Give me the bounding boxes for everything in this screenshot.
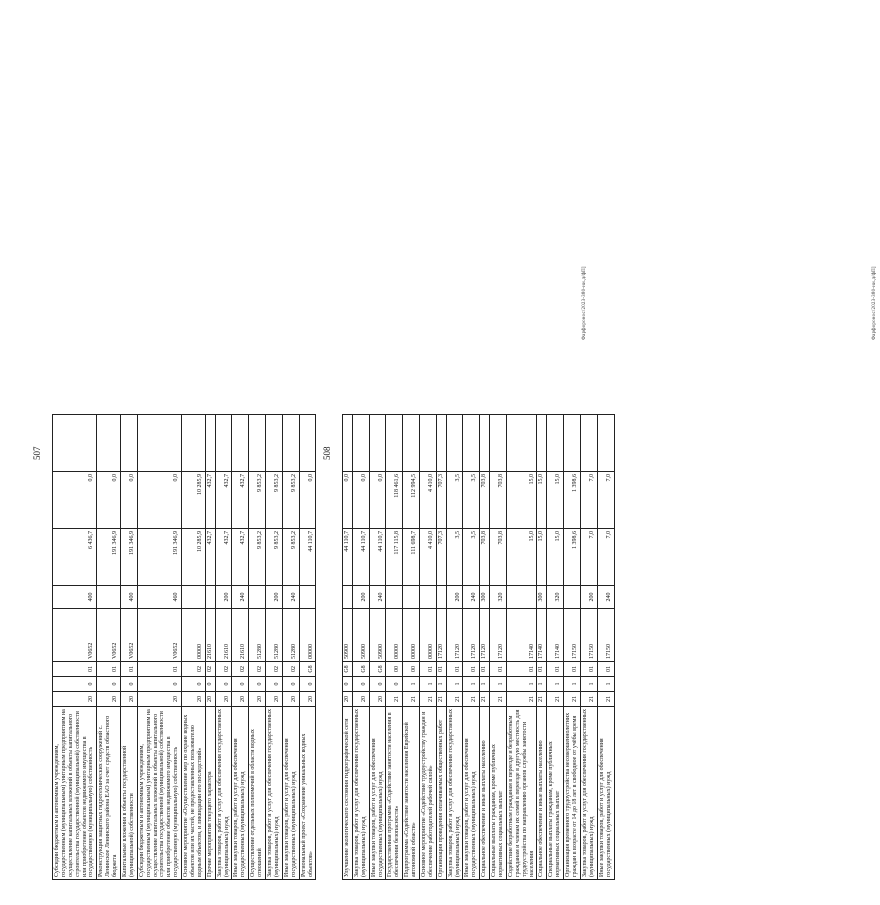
table-row [369,415,386,880]
row-sum-2024: 10 285,9 [182,529,206,586]
row-sum-2024: 44 110,7 [352,529,369,586]
row-sum-2024: 9 853,2 [282,529,299,586]
table-row [282,415,299,880]
table-row [506,415,537,880]
row-sum-2025: 1 398,6 [564,472,581,529]
row-sum-2025: 15,0 [547,472,564,529]
row-sum-2024: 111 698,7 [403,529,420,586]
row-csr-code: 17140 [537,609,547,662]
row-name: Реконструкция защитных гидротехнических сооружений с. Ленинское Ленинского района ЕАО за счет средств областного бюджета [97,707,121,880]
row-csr-code: 00000 [403,609,420,662]
row-name: Закупка товаров, работ и услуг для обеспечения государственных (муниципальных) нужд [580,707,597,880]
row-csr-code: V0652 [53,609,97,662]
row-name: Иные закупки товаров, работ и услуг для обеспечения государственных (муниципальных) нужд [282,707,299,880]
row-rz-code: 0 [215,677,232,692]
row-sum-2026 [597,415,614,472]
row-pr-code: 01 [463,662,480,677]
row-sum-2024: 703,8 [490,529,507,586]
row-sum-2026 [282,415,299,472]
row-sum-2026 [232,415,249,472]
page-footer: Фарфоронос/2023-380-ни.д/фП] [872,266,877,340]
row-sum-2026 [352,415,369,472]
table-row [386,415,403,880]
row-csr-code: 21610 [215,609,232,662]
row-pr-code: 01 [446,662,463,677]
row-csr-code: 17120 [436,609,446,662]
row-gr-code: 21 [580,692,597,707]
row-vr-code: 240 [232,586,249,609]
row-gr-code: 21 [547,692,564,707]
row-name: Иные закупки товаров, работ и услуг для обеспечения государственных (муниципальных) нужд [232,707,249,880]
row-gr-code: 20 [352,692,369,707]
row-csr-code: 17140 [547,609,564,662]
row-name: Специальные выплаты гражданам, кроме публичных нормативных социальных выплат [547,707,564,880]
row-csr-code: 17150 [564,609,581,662]
row-sum-2024: 3,5 [463,529,480,586]
row-rz-code: 1 [480,677,490,692]
page-508 [320,266,880,880]
row-sum-2024: 44 110,7 [369,529,386,586]
row-name: Иные закупки товаров, работ и услуг для обеспечения государственных (муниципальных) нужд [463,707,480,880]
row-sum-2025: 703,8 [490,472,507,529]
row-sum-2025: 118 461,6 [386,472,403,529]
budget-table-left [52,414,316,880]
row-name: Организация временного трудоустройства несовершеннолетних граждан в возрасте от 14 до 18 лет в свободное от учёбы время [564,707,581,880]
table-row [215,415,232,880]
row-gr-code: 21 [490,692,507,707]
row-pr-code: 01 [564,662,581,677]
row-gr-code: 20 [137,692,181,707]
row-sum-2025: 9 853,2 [249,472,266,529]
budget-table-right [342,414,615,880]
row-vr-code [386,586,403,609]
row-gr-code: 20 [121,692,138,707]
row-csr-code: 50900 [352,609,369,662]
row-pr-code: 02 [215,662,232,677]
row-name: Социальное обеспечение и иные выплаты населению [480,707,490,880]
row-csr-code: 00000 [386,609,403,662]
page-number: 507 [32,446,42,460]
row-csr-code: 51280 [249,609,266,662]
table-row [580,415,597,880]
row-sum-2025: 0,0 [53,472,97,529]
row-sum-2024: 191 346,9 [97,529,121,586]
row-sum-2025: 9 853,2 [282,472,299,529]
row-csr-code: 51280 [266,609,283,662]
row-pr-code: 01 [121,662,138,677]
row-rz-code: 0 [343,677,353,692]
row-name: Закупка товаров, работ и услуг для обеспечения государственных (муниципальных) нужд [352,707,369,880]
row-sum-2025: 4 410,0 [420,472,437,529]
row-sum-2025: 3,5 [446,472,463,529]
row-sum-2025: 9 853,2 [266,472,283,529]
row-sum-2024: 44 110,7 [343,529,353,586]
row-rz-code: 0 [182,677,206,692]
row-name: Подпрограмма «Содействие занятости населения Еврейской автономной области» [403,707,420,880]
row-csr-code: 17120 [480,609,490,662]
row-csr-code: 17120 [446,609,463,662]
row-csr-code: 50900 [343,609,353,662]
row-sum-2025: 7,0 [597,472,614,529]
row-rz-code: 0 [369,677,386,692]
row-sum-2026 [547,415,564,472]
row-sum-2025: 0,0 [121,472,138,529]
row-pr-code: 01 [506,662,537,677]
row-sum-2024: 191 346,9 [121,529,138,586]
row-csr-code: V0652 [137,609,181,662]
row-rz-code: 1 [420,677,437,692]
row-name: Государственная программа «Содействие занятости населения в обеспечении безопасности» [386,707,403,880]
row-csr-code: 17150 [597,609,614,662]
row-name: Улучшение экологического состояния гидрографической сети [343,707,353,880]
row-name: Основное мероприятие «Осуществление мер по охране водных объектов или их частей, не предоставленных пользователю водным объектом, и ликвидации его последствий» [182,707,206,880]
row-vr-code: 460 [137,586,181,609]
row-vr-code [420,586,437,609]
row-gr-code: 21 [463,692,480,707]
row-sum-2025: 432,7 [232,472,249,529]
row-pr-code: G8 [343,662,353,677]
row-gr-code: 21 [597,692,614,707]
row-rz-code: 0 [386,677,403,692]
row-vr-code [249,586,266,609]
table-row [436,415,446,880]
row-vr-code: 240 [369,586,386,609]
row-sum-2024: 15,0 [537,529,547,586]
row-pr-code: 01 [436,662,446,677]
row-rz-code: 0 [121,677,138,692]
row-csr-code: 17150 [580,609,597,662]
row-sum-2026 [299,415,316,472]
row-name: Закупка товаров, работ и услуг для обеспечения государственных (муниципальных) нужд [446,707,463,880]
row-gr-code: 21 [564,692,581,707]
row-sum-2025: 7,0 [580,472,597,529]
row-pr-code: G8 [352,662,369,677]
row-vr-code: 200 [215,586,232,609]
row-pr-code: G8 [299,662,316,677]
row-sum-2026 [436,415,446,472]
table-row [352,415,369,880]
row-sum-2024: 9 853,2 [249,529,266,586]
row-pr-code: 01 [490,662,507,677]
row-name: Осуществление отдельных полномочий в области водных отношений [249,707,266,880]
row-sum-2024: 4 410,0 [420,529,437,586]
row-sum-2024: 191 346,9 [137,529,181,586]
row-vr-code: 200 [446,586,463,609]
row-sum-2025: 0,0 [369,472,386,529]
row-pr-code: 01 [137,662,181,677]
row-vr-code: 320 [547,586,564,609]
row-vr-code: 400 [53,586,97,609]
row-rz-code: 1 [564,677,581,692]
row-name: Организация проведения оплачиваемых общественных работ [436,707,446,880]
row-rz-code: 1 [580,677,597,692]
row-gr-code: 21 [436,692,446,707]
row-rz-code: 0 [282,677,299,692]
row-gr-code: 20 [266,692,283,707]
row-gr-code: 21 [506,692,537,707]
table-row [53,415,97,880]
row-name: Иные закупки товаров, работ и услуг для обеспечения государственных (муниципальных) нужд [369,707,386,880]
row-csr-code: 17120 [463,609,480,662]
row-vr-code: 240 [597,586,614,609]
row-vr-code [205,586,215,609]
row-sum-2026 [446,415,463,472]
row-gr-code: 20 [232,692,249,707]
row-sum-2024: 7,0 [597,529,614,586]
row-pr-code: 00 [403,662,420,677]
row-rz-code: 1 [463,677,480,692]
row-csr-code: 51280 [282,609,299,662]
row-name: Основное мероприятие «Содействие трудоустройству граждан и обеспечение работодателей рабочей силой» [420,707,437,880]
row-sum-2025: 10 285,9 [182,472,206,529]
row-vr-code: 320 [490,586,507,609]
row-rz-code: 1 [490,677,507,692]
row-sum-2026 [121,415,138,472]
table-row [446,415,463,880]
row-name: Прочие мероприятия текущего характера [205,707,215,880]
row-vr-code [97,586,121,609]
row-sum-2026 [564,415,581,472]
row-gr-code: 20 [53,692,97,707]
row-sum-2024: 1 398,6 [564,529,581,586]
row-csr-code: 00000 [299,609,316,662]
row-pr-code: 01 [597,662,614,677]
row-sum-2024: 15,0 [547,529,564,586]
row-name: Региональный проект «Сохранение уникальных водных объектов» [299,707,316,880]
row-csr-code: 21610 [232,609,249,662]
row-sum-2024: 7,0 [580,529,597,586]
row-sum-2026 [137,415,181,472]
row-csr-code: 17120 [490,609,507,662]
row-gr-code: 20 [369,692,386,707]
row-sum-2025: 0,0 [299,472,316,529]
row-rz-code: 0 [299,677,316,692]
row-sum-2026 [420,415,437,472]
row-name: Закупка товаров, работ и услуг для обеспечения государственных (муниципальных) нужд [215,707,232,880]
table-row [249,415,266,880]
row-csr-code: V0652 [121,609,138,662]
row-rz-code: 1 [597,677,614,692]
row-rz-code: 0 [232,677,249,692]
row-sum-2026 [266,415,283,472]
table-row [205,415,215,880]
row-rz-code: 0 [205,677,215,692]
page-number: 508 [322,446,332,460]
row-pr-code: 02 [249,662,266,677]
row-rz-code: 1 [403,677,420,692]
row-sum-2026 [490,415,507,472]
row-vr-code: 300 [480,586,490,609]
row-sum-2024: 117 115,8 [386,529,403,586]
row-vr-code [403,586,420,609]
row-pr-code: 02 [182,662,206,677]
row-rz-code: 0 [137,677,181,692]
row-sum-2024: 432,7 [205,529,215,586]
row-sum-2025: 0,0 [97,472,121,529]
row-name: Капитальные вложения в объекты государственной (муниципальной) собственности [121,707,138,880]
row-sum-2024: 707,3 [436,529,446,586]
row-sum-2025: 15,0 [506,472,537,529]
table-row [480,415,490,880]
page-footer: Фарфоронос/2023-380-ни.д/фП] [582,266,587,340]
table-row [137,415,181,880]
row-gr-code: 20 [215,692,232,707]
row-sum-2024: 3,5 [446,529,463,586]
table-row [121,415,138,880]
row-pr-code: G8 [369,662,386,677]
table-row [490,415,507,880]
row-vr-code: 240 [463,586,480,609]
row-pr-code: 01 [537,662,547,677]
row-gr-code: 20 [282,692,299,707]
row-csr-code: 50900 [369,609,386,662]
row-csr-code: V0652 [97,609,121,662]
table-row [232,415,249,880]
row-name: Субсидии бюджетным и автономным учреждениям, государственным (муниципальным) унитарным предприятиям на осуществление капитальных вложений в объекты капитального строительства государственной (муниципальной) собственности или приобретение объектов недвижимого имущества в государственную (муниципальную) собственность [53,707,97,880]
row-sum-2026 [53,415,97,472]
row-vr-code: 300 [537,586,547,609]
row-sum-2025: 0,0 [343,472,353,529]
row-gr-code: 20 [182,692,206,707]
row-sum-2024: 44 110,7 [299,529,316,586]
row-name: Иные закупки товаров, работ и услуг для обеспечения государственных (муниципальных) нужд [597,707,614,880]
row-pr-code: 01 [547,662,564,677]
row-sum-2024: 432,7 [232,529,249,586]
row-csr-code: 00000 [182,609,206,662]
row-pr-code: 02 [282,662,299,677]
row-sum-2025: 3,5 [463,472,480,529]
row-pr-code: 01 [53,662,97,677]
row-gr-code: 20 [205,692,215,707]
row-rz-code: 0 [249,677,266,692]
table-row [266,415,283,880]
row-name: Содействие безработным гражданам в переезде и безработным гражданам и членам их семей в переезде в другую местность для трудоустройства по направлению органов службы занятости населения [506,707,537,880]
row-sum-2026 [386,415,403,472]
row-pr-code: 02 [266,662,283,677]
row-rz-code: 1 [436,677,446,692]
table-row [343,415,353,880]
row-pr-code: 00 [386,662,403,677]
table-row [597,415,614,880]
row-vr-code: 400 [121,586,138,609]
row-rz-code: 1 [547,677,564,692]
row-sum-2024: 9 853,2 [266,529,283,586]
row-sum-2025: 432,7 [215,472,232,529]
table-row [403,415,420,880]
row-vr-code [343,586,353,609]
row-sum-2026 [343,415,353,472]
row-sum-2026 [97,415,121,472]
table-row [564,415,581,880]
row-sum-2026 [249,415,266,472]
table-row [537,415,547,880]
row-gr-code: 21 [480,692,490,707]
row-pr-code: 01 [420,662,437,677]
row-sum-2026 [580,415,597,472]
row-vr-code [564,586,581,609]
row-sum-2026 [537,415,547,472]
row-sum-2026 [506,415,537,472]
row-rz-code: 1 [446,677,463,692]
row-sum-2026 [403,415,420,472]
row-vr-code: 200 [266,586,283,609]
row-vr-code [182,586,206,609]
row-sum-2024: 15,0 [506,529,537,586]
row-rz-code: 0 [53,677,97,692]
row-sum-2025: 707,3 [436,472,446,529]
row-rz-code: 1 [537,677,547,692]
row-rz-code: 0 [352,677,369,692]
table-row [420,415,437,880]
row-sum-2026 [463,415,480,472]
row-pr-code: 01 [580,662,597,677]
row-sum-2026 [480,415,490,472]
row-vr-code [506,586,537,609]
row-name: Закупка товаров, работ и услуг для обеспечения государственных (муниципальных) нужд [266,707,283,880]
table-row [463,415,480,880]
row-sum-2026 [369,415,386,472]
row-sum-2025: 703,8 [480,472,490,529]
table-row [547,415,564,880]
row-sum-2024: 703,8 [480,529,490,586]
row-name: Социальные выплаты гражданам, кроме публичных нормативных социальных выплат [490,707,507,880]
table-row [97,415,121,880]
row-pr-code: 02 [232,662,249,677]
row-sum-2026 [205,415,215,472]
row-csr-code: 00000 [420,609,437,662]
row-sum-2025: 432,7 [205,472,215,529]
table-row [182,415,206,880]
row-gr-code: 20 [249,692,266,707]
row-name: Субсидии бюджетным и автономным учреждениям, государственным (муниципальным) унитарным предприятиям на осуществление капитальных вложений в объекты капитального строительства государственной (муниципальной) собственности или приобретение объектов недвижимого имущества в государственную (муниципальную) собственность [137,707,181,880]
row-rz-code: 0 [97,677,121,692]
row-vr-code: 200 [352,586,369,609]
row-gr-code: 20 [97,692,121,707]
row-rz-code: 0 [266,677,283,692]
table-row [299,415,316,880]
row-pr-code: 01 [97,662,121,677]
row-gr-code: 21 [446,692,463,707]
row-vr-code: 240 [282,586,299,609]
row-gr-code: 21 [403,692,420,707]
row-rz-code: 1 [506,677,537,692]
row-pr-code: 01 [480,662,490,677]
row-gr-code: 21 [420,692,437,707]
row-csr-code: 17140 [506,609,537,662]
row-csr-code: 21610 [205,609,215,662]
row-gr-code: 21 [537,692,547,707]
row-sum-2024: 432,7 [215,529,232,586]
row-name: Социальное обеспечение и иные выплаты населению [537,707,547,880]
row-sum-2026 [182,415,206,472]
row-vr-code [436,586,446,609]
row-gr-code: 20 [299,692,316,707]
row-pr-code: 02 [205,662,215,677]
row-sum-2025: 0,0 [137,472,181,529]
row-gr-code: 21 [386,692,403,707]
row-sum-2025: 112 994,5 [403,472,420,529]
row-vr-code: 200 [580,586,597,609]
row-sum-2024: 6 436,7 [53,529,97,586]
row-sum-2026 [215,415,232,472]
row-sum-2025: 15,0 [537,472,547,529]
row-gr-code: 20 [343,692,353,707]
row-sum-2025: 0,0 [352,472,369,529]
row-vr-code [299,586,316,609]
